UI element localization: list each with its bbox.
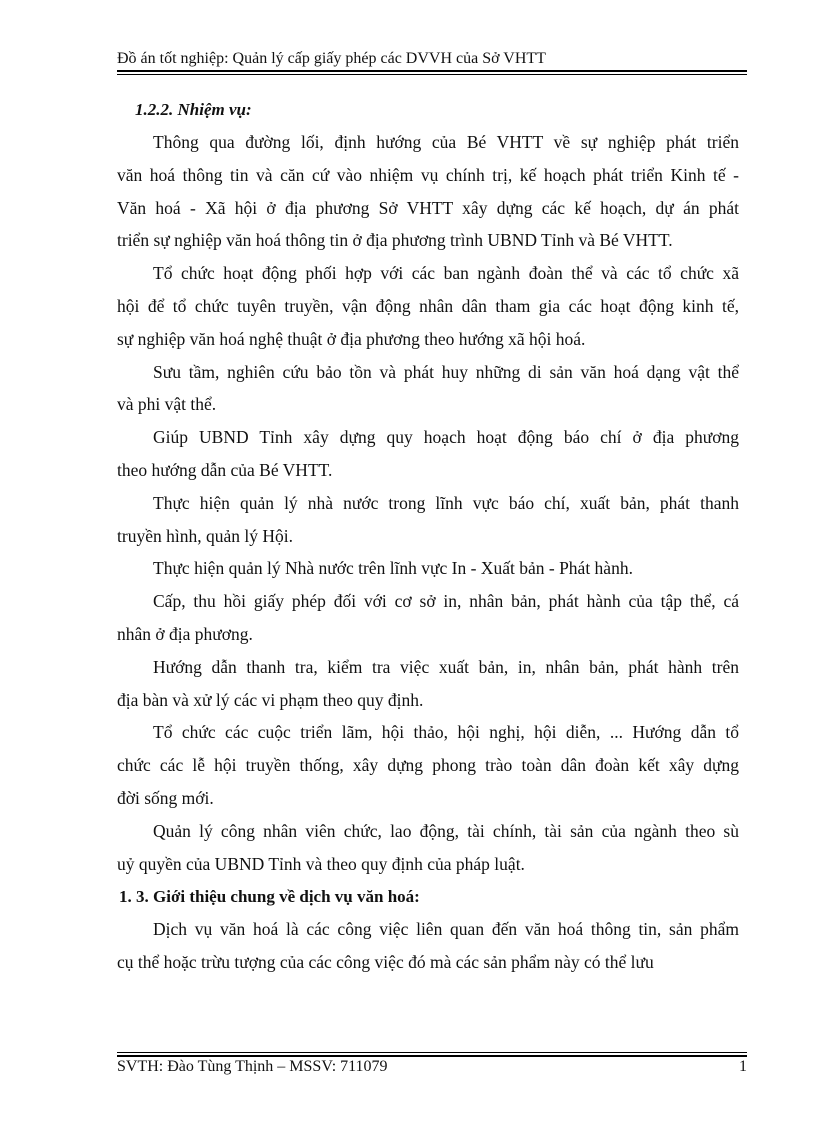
paragraph-line: Cấp, thu hồi giấy phép đối với cơ sở in, nhân bản, phát hành của tập thể, cá [153,591,739,612]
page-footer [117,1058,747,1076]
header-title: Đồ án tốt nghiệp: Quản lý cấp giấy phép các DVVH của Sở VHTT [117,50,546,67]
paragraph-line: nhân ở địa phương. [117,623,253,644]
footer-rule-thin [117,1052,747,1053]
paragraph-line: cụ thể hoặc trừu tượng của các công việc đó mà các sản phẩm này có thể lưu [117,952,654,973]
paragraph-line: Sưu tầm, nghiên cứu bảo tồn và phát huy những di sản văn hoá dạng vật thể [153,361,739,382]
paragraph [117,585,739,651]
paragraph [117,815,739,881]
footer-author: SVTH: Đào Tùng Thịnh – MSSV: 711079 [117,1058,388,1075]
header-rule-thin [117,74,747,75]
paragraph-line: Hướng dẫn thanh tra, kiểm tra việc xuất bản, in, nhân bản, phát hành trên [153,656,739,677]
paragraph-line: và phi vật thể. [117,394,217,415]
paragraph-line: đời sống mới. [117,787,214,808]
paragraph-line: triển sự nghiệp văn hoá thông tin ở địa phương trình UBND Tỉnh và Bé VHTT. [117,230,673,251]
page-number: 1 [739,1058,747,1075]
paragraph [117,913,739,979]
paragraph-line: Dịch vụ văn hoá là các công việc liên quan đến văn hoá thông tin, sản phẩm [153,919,739,940]
paragraph [117,651,739,717]
paragraph-line: địa bàn và xử lý các vi phạm theo quy định. [117,689,424,710]
paragraph-line: hội để tổ chức tuyên truyền, vận động nhân dân tham gia các hoạt động kinh tế, [117,295,739,316]
paragraph-line: văn hoá thông tin và căn cứ vào nhiệm vụ chính trị, kế hoạch phát triển Kinh tế - [117,164,739,185]
section-heading-1-3: 1. 3. Giới thiệu chung về dịch vụ văn hoá: [119,887,420,907]
paragraph [117,356,739,422]
footer-rule-thick [117,1055,747,1057]
paragraph [117,126,739,257]
paragraph [117,257,739,355]
paragraph-line: theo hướng dẫn của Bé VHTT. [117,459,333,480]
paragraph-line: Thực hiện quản lý Nhà nước trên lĩnh vực In - Xuất bản - Phát hành. [153,558,633,579]
paragraph [117,716,739,814]
paragraph-line: Giúp UBND Tỉnh xây dựng quy hoạch hoạt động báo chí ở địa phương [153,427,739,448]
paragraph-line: Thông qua đường lối, định hướng của Bé VHTT về sự nghiệp phát triển [153,132,739,152]
paragraph [117,487,739,553]
page-body [117,93,739,979]
paragraph-line: sự nghiệp văn hoá nghệ thuật ở địa phương theo hướng xã hội hoá. [117,328,586,349]
page-header [117,50,747,68]
paragraph-line: Quản lý công nhân viên chức, lao động, tài chính, tài sản của ngành theo sù [153,820,739,841]
paragraph [117,552,739,585]
section-1-3-body [117,913,739,979]
paragraph-line: truyền hình, quản lý Hội. [117,525,293,546]
paragraph-line: uỷ quyền của UBND Tỉnh và theo quy định của pháp luật. [117,853,525,874]
paragraph-line: chức các lễ hội truyền thống, xây dựng phong trào toàn dân đoàn kết xây dựng [117,755,739,776]
header-rule-thick [117,70,747,72]
section-1-2-2-body [117,126,739,880]
paragraph-line: Văn hoá - Xã hội ở địa phương Sở VHTT xây dựng các kế hoạch, dự án phát [117,197,739,218]
paragraph [117,421,739,487]
paragraph-line: Thực hiện quản lý nhà nước trong lĩnh vực báo chí, xuất bản, phát thanh [153,492,739,513]
paragraph-line: Tổ chức các cuộc triển lãm, hội thảo, hội nghị, hội diễn, ... Hướng dẫn tổ [153,722,739,743]
section-heading-1-2-2: 1.2.2. Nhiệm vụ: [135,100,252,119]
paragraph-line: Tổ chức hoạt động phối hợp với các ban ngành đoàn thể và các tổ chức xã [153,263,739,284]
